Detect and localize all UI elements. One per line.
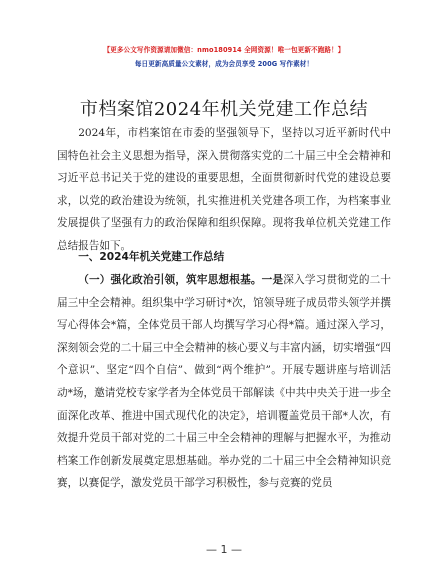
section-heading-1: 一、2024年机关党建工作总结: [78, 251, 225, 263]
section-1-paragraph: [57, 269, 391, 495]
intro-paragraph: 2024年，市档案馆在市委的坚强领导下，坚持以习近平新时代中国特色社会主义思想为指导，深入贯彻落实党的二十届三中全会精神和习近平总书记关于党的建设的重要思想，全面贯彻新时代党的建设总要求，以党的政治建设为统领，扎实推进机关党建各项工作，为档案事业发展提供了坚强有力的政治保障和组织保障。现将我单位机关党建工作总结报告如下。: [57, 127, 391, 252]
promo-banner-line-1: 【更多公文写作资源请加微信：nmo180914 全网资源！唯一包更新不跑路！】: [103, 46, 345, 54]
sub-heading-1: （一）强化政治引领，筑牢思想根基。一是: [78, 274, 284, 286]
page-number: — 1 —: [206, 543, 242, 556]
sub-heading-1-body: 深入学习贯彻党的二十届三中全会精神。组织集中学习研讨*次，馆领导班子成员带头领学并撰写心得体会*篇，全体党员干部人均撰写学习心得*篇。通过深入学习，深刻领会党的二十届三中全会精神的核心要义与丰富内涵，切实增强“四个意识”、坚定“四个自信”、做到“两个维护”。开展专题讲座与培训活动*场，邀请党校专家学者为全体党员干部解读《中共中央关于进一步全面深化改革、推进中国式现代化的决定》，培训覆盖党员干部*人次，有效提升党员干部对党的二十届三中全会精神的理解与把握水平，为推动档案工作创新发展奠定思想基础。举办党的二十届三中全会精神知识竞赛，以赛促学，激发党员干部学习积极性，参与竞赛的党员: [57, 274, 392, 490]
promo-banner-line-2: 每日更新高质量公文素材，成为会员享受 200G 写作素材！: [134, 60, 314, 68]
document-title: 市档案馆2024年机关党建工作总结: [79, 99, 369, 120]
